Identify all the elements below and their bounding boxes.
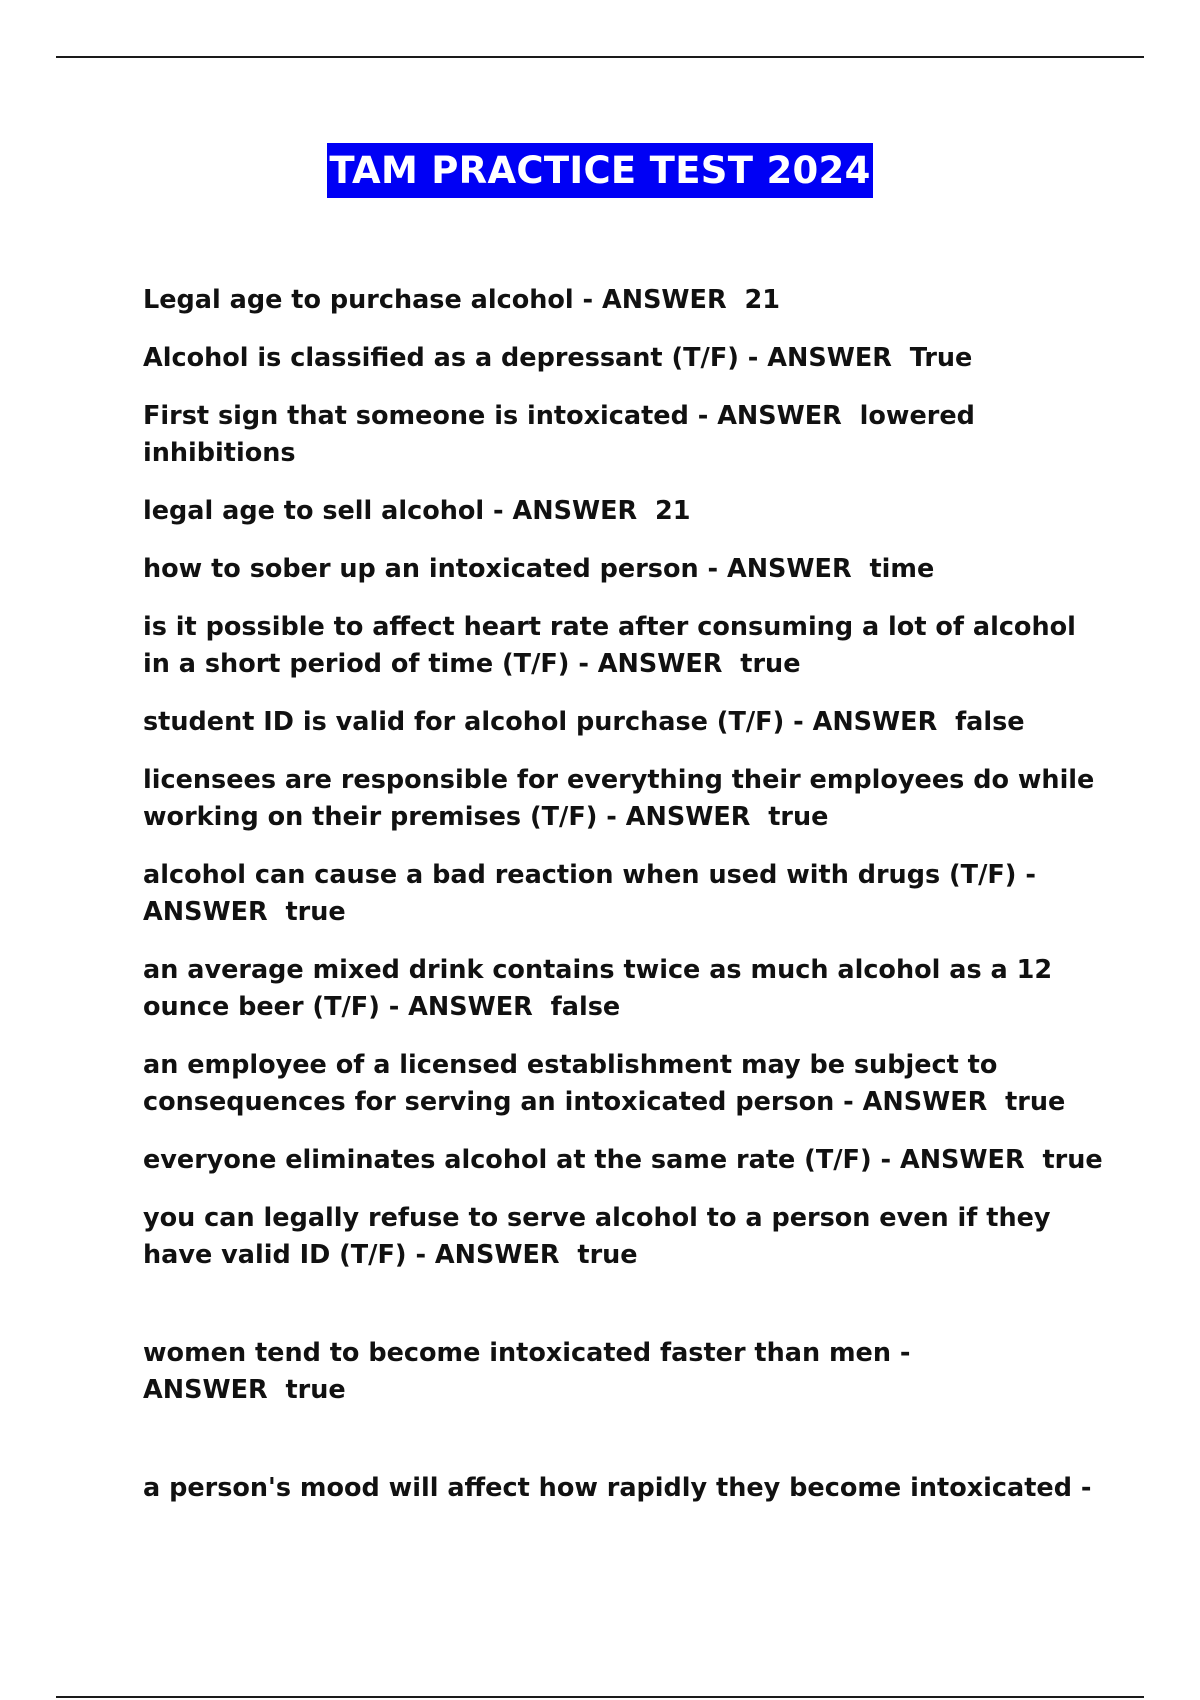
bottom-rule xyxy=(56,1696,1144,1698)
qa-item-11 xyxy=(143,1047,1103,1121)
qa-item-14 xyxy=(143,1335,1103,1409)
question-text: is it possible to affect heart rate after consuming a lot of alcohol in a short period of time (T/F) - ANSWER xyxy=(143,612,1076,679)
qa-item-1 xyxy=(143,282,1103,319)
qa-item-10 xyxy=(143,952,1103,1026)
qa-item-15 xyxy=(143,1470,1103,1507)
answer-text: true xyxy=(1005,1087,1066,1117)
answer-text: true xyxy=(285,1375,346,1405)
qa-item-12 xyxy=(143,1142,1103,1179)
qa-item-13 xyxy=(143,1200,1103,1274)
qa-item-6 xyxy=(143,609,1103,683)
qa-item-8 xyxy=(143,762,1103,836)
qa-item-3 xyxy=(143,398,1103,472)
answer-text: false xyxy=(550,992,621,1022)
question-text: alcohol can cause a bad reaction when used with drugs (T/F) - ANSWER xyxy=(143,860,1036,927)
question-text: Alcohol is classified as a depressant (T/F) - ANSWER xyxy=(143,343,892,373)
question-text: an employee of a licensed establishment may be subject to consequences for serving an intoxicated person - ANSWER xyxy=(143,1050,998,1117)
answer-text: true xyxy=(740,649,801,679)
answer-text: true xyxy=(285,897,346,927)
answer-text: false xyxy=(955,707,1025,737)
question-text: how to sober up an intoxicated person - ANSWER xyxy=(143,554,852,584)
answer-text: true xyxy=(768,802,829,832)
qa-item-2 xyxy=(143,340,1103,377)
answer-text: true xyxy=(1042,1145,1103,1175)
question-text: a person's mood will affect how rapidly they become intoxicated - xyxy=(143,1473,1092,1503)
question-text: women tend to become intoxicated faster than men - ANSWER xyxy=(143,1338,911,1405)
qa-item-5 xyxy=(143,551,1103,588)
qa-item-7 xyxy=(143,704,1103,741)
qa-item-4 xyxy=(143,493,1103,530)
question-text: First sign that someone is intoxicated - ANSWER xyxy=(143,401,842,431)
question-text: Legal age to purchase alcohol - ANSWER xyxy=(143,285,727,315)
answer-text: True xyxy=(909,343,973,373)
answer-text: 21 xyxy=(744,285,780,315)
qa-item-9 xyxy=(143,857,1103,931)
page-title: TAM PRACTICE TEST 2024 xyxy=(327,143,872,198)
answer-text: 21 xyxy=(654,496,691,526)
question-text: legal age to sell alcohol - ANSWER xyxy=(143,496,638,526)
question-text: licensees are responsible for everything their employees do while working on their premises (T/F) - ANSWER xyxy=(143,765,1095,832)
question-text: everyone eliminates alcohol at the same rate (T/F) - ANSWER xyxy=(143,1145,1025,1175)
answer-text: true xyxy=(577,1240,638,1270)
question-text: an average mixed drink contains twice as much alcohol as a 12 ounce beer (T/F) - ANSWER xyxy=(143,955,1053,1022)
title-container xyxy=(0,143,1200,198)
question-text: you can legally refuse to serve alcohol to a person even if they have valid ID (T/F) - ANSWER xyxy=(143,1203,1051,1270)
answer-text: time xyxy=(869,554,935,584)
question-text: student ID is valid for alcohol purchase (T/F) - ANSWER xyxy=(143,707,938,737)
answer-text: lowered inhibitions xyxy=(143,401,975,468)
top-rule xyxy=(56,56,1144,58)
qa-list xyxy=(143,282,1103,1528)
